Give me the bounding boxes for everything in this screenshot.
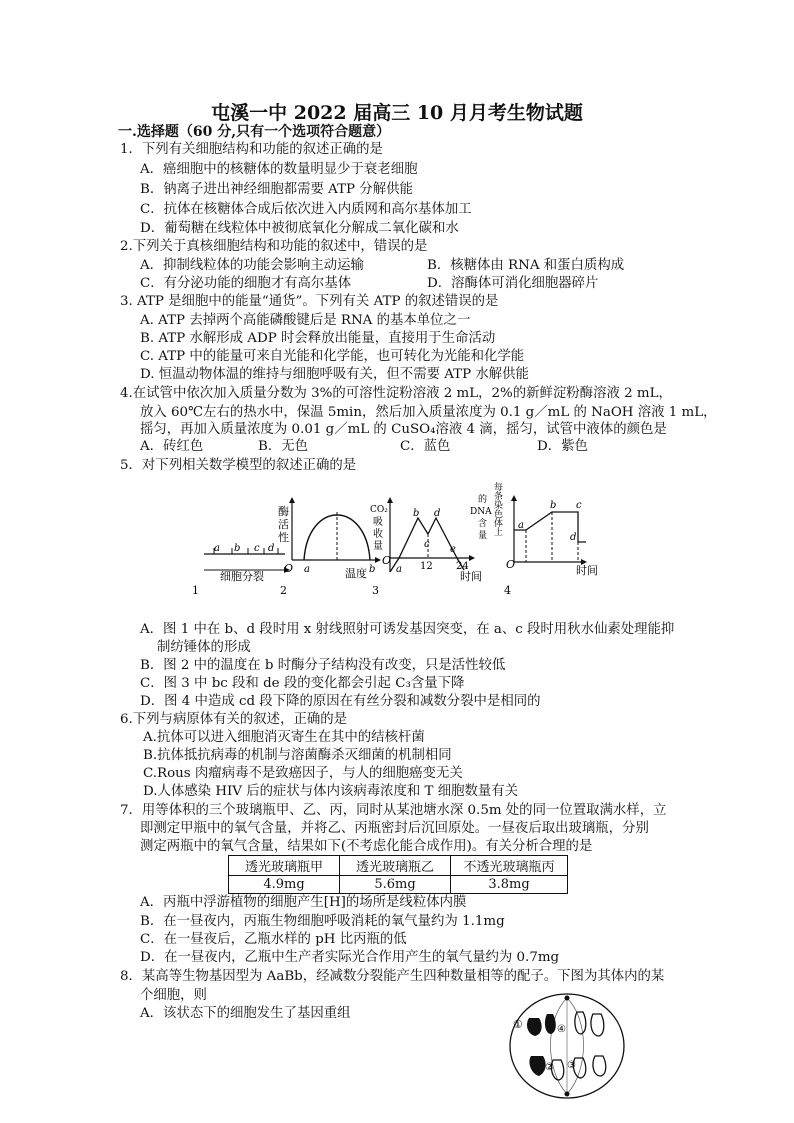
fig4-ylabel-10: 量 bbox=[478, 531, 488, 541]
fig4-c: c bbox=[576, 500, 582, 511]
fig2-a: a bbox=[304, 564, 310, 575]
table-row bbox=[229, 876, 568, 894]
fig1-seg-a: a bbox=[214, 543, 220, 554]
q2-option-a: A．抑制线粒体的功能会影响主动运输 bbox=[140, 258, 364, 273]
cell-division-diagram bbox=[505, 990, 635, 1102]
q7-option-b: B．在一昼夜内，丙瓶生物细胞呼吸消耗的氧气量约为 1.1mg bbox=[140, 914, 505, 929]
q7-option-a: A．丙瓶中浮游植物的细胞产生[H]的场所是线粒体内膜 bbox=[140, 895, 467, 910]
fig2-xlabel: 温度 bbox=[345, 567, 367, 580]
page-title: 屯溪一中 2022 届高三 10 月月考生物试题 bbox=[211, 102, 583, 124]
figure-4-dna-content bbox=[470, 481, 598, 597]
q2-option-d: D．溶酶体可消化细胞器碎片 bbox=[427, 276, 599, 291]
oxygen-results-table bbox=[228, 855, 568, 894]
q5-stem: 5．对下列相关数学模型的叙述正确的是 bbox=[120, 458, 357, 473]
fig2-origin: O bbox=[284, 562, 294, 575]
q2-option-c: C．有分泌功能的细胞才有高尔基体 bbox=[140, 276, 352, 291]
fig3-origin: O bbox=[382, 554, 392, 567]
fig4-xlabel: 时间 bbox=[576, 564, 598, 577]
fig3-ylabel-2: 吸 bbox=[373, 517, 383, 528]
q4-line1: 4.在试管中依次加入质量分数为 3%的可溶性淀粉溶液 2 mL，2%的新鲜淀粉酶溶液 2 mL， bbox=[120, 386, 672, 401]
table-cell: 4.9mg bbox=[229, 876, 340, 894]
cell-label-2: ② bbox=[545, 1062, 554, 1073]
q5-option-a-line2: 制纺锤体的形成 bbox=[157, 640, 251, 655]
fig2-ylabel-1: 酶 bbox=[278, 505, 289, 518]
fig3-tick-12: 12 bbox=[420, 561, 433, 572]
table-header-cell: 透光玻璃瓶甲 bbox=[229, 856, 340, 876]
cell-label-1: ① bbox=[513, 1018, 523, 1031]
q5-option-c: C．图 3 中 bc 段和 de 段的变化都会引起 C₃含量下降 bbox=[140, 676, 465, 691]
q5-option-d: D．图 4 中造成 cd 段下降的原因在有丝分裂和减数分裂中是相同的 bbox=[140, 694, 541, 709]
q3-option-a: A. ATP 去掉两个高能磷酸键后是 RNA 的基本单位之一 bbox=[140, 313, 471, 328]
q5-figures bbox=[180, 478, 610, 608]
q8-option-a: A．该状态下的细胞发生了基因重组 bbox=[140, 1006, 351, 1021]
fig2-ylabel-3: 性 bbox=[278, 531, 289, 544]
fig1-xlabel: 细胞分裂 bbox=[220, 570, 264, 583]
q7-line3: 测定两瓶中的氧气含量，结果如下(不考虑化能合成作用)。有关分析合理的是 bbox=[140, 839, 593, 854]
fig4-ylabel-8: DNA bbox=[470, 507, 492, 517]
q1-stem: 1．下列有关细胞结构和功能的叙述正确的是 bbox=[120, 142, 383, 157]
q2-stem: 2.下列关于真核细胞结构和功能的叙述中，错误的是 bbox=[120, 239, 428, 254]
fig3-d: d bbox=[434, 508, 441, 519]
q3-stem: 3. ATP 是细胞中的能量“通货”。下列有关 ATP 的叙述错误的是 bbox=[120, 294, 499, 309]
fig4-ylabel-3: 染 bbox=[494, 501, 504, 511]
fig3-number: 3 bbox=[372, 584, 379, 597]
fig4-d: d bbox=[570, 532, 577, 543]
fig4-ylabel-1: 每 bbox=[494, 483, 504, 493]
q6-option-d: D.人体感染 HIV 后的症状与体内该病毒浓度和 T 细胞数量有关 bbox=[143, 784, 519, 799]
q1-option-d: D．葡萄糖在线粒体中被彻底氧化分解成二氧化碳和水 bbox=[140, 221, 459, 236]
fig4-ylabel-2: 条 bbox=[494, 492, 504, 502]
fig1-seg-d: d bbox=[268, 543, 275, 554]
cell-label-3: ③ bbox=[567, 1060, 576, 1071]
fig3-c: c bbox=[424, 539, 430, 550]
section-heading: 一.选择题（60 分,只有一个选项符合题意） bbox=[118, 124, 391, 140]
fig1-seg-c: c bbox=[254, 543, 260, 554]
q5-option-b: B．图 2 中的温度在 b 时酶分子结构没有改变，只是活性较低 bbox=[140, 658, 506, 673]
q4-option-c: C．蓝色 bbox=[400, 439, 451, 454]
fig4-origin: O bbox=[506, 558, 516, 571]
figure-2-enzyme-activity bbox=[278, 497, 381, 597]
q8-line2: 个细胞，则 bbox=[140, 988, 207, 1003]
q7-option-c: C．在一昼夜后，乙瓶水样的 pH 比丙瓶的低 bbox=[140, 932, 407, 947]
q1-option-b: B．钠离子进出神经细胞都需要 ATP 分解供能 bbox=[140, 182, 413, 197]
fig4-ylabel-6: 上 bbox=[494, 528, 504, 538]
fig4-ylabel-4: 色 bbox=[494, 510, 504, 520]
q7-line1: 7．用等体积的三个玻璃瓶甲、乙、丙，同时从某池塘水深 0.5m 处的同一位置取满水样，立 bbox=[120, 803, 667, 818]
fig3-ylabel-4: 量 bbox=[373, 541, 383, 552]
fig1-number: 1 bbox=[192, 584, 199, 597]
fig3-tick-24: 24 bbox=[456, 561, 469, 572]
fig4-a: a bbox=[518, 520, 524, 531]
table-header-cell: 透光玻璃瓶乙 bbox=[340, 856, 451, 876]
fig3-ylabel-3: 收 bbox=[373, 529, 383, 540]
table-row bbox=[229, 856, 568, 876]
q4-option-b: B．无色 bbox=[258, 439, 309, 454]
q5-option-a-line1: A．图 1 中在 b、d 段时用 x 射线照射可诱发基因突变，在 a、c 段时用秋水仙素处理能抑 bbox=[140, 622, 675, 637]
q3-option-d: D. 恒温动物体温的维持与细胞呼吸有关，但不需要 ATP 水解供能 bbox=[140, 367, 529, 382]
q6-option-a: A.抗体可以进入细胞消灭寄生在其中的结核杆菌 bbox=[143, 730, 425, 745]
q7-option-d: D．在一昼夜内，乙瓶中生产者实际光合作用产生的氧气量约为 0.7mg bbox=[140, 950, 560, 965]
fig3-a: a bbox=[396, 564, 402, 575]
fig1-seg-b: b bbox=[234, 543, 241, 554]
fig2-number: 2 bbox=[280, 584, 287, 597]
q3-option-b: B. ATP 水解形成 ADP 时会释放出能量，直接用于生命活动 bbox=[140, 331, 496, 346]
q6-stem: 6.下列与病原体有关的叙述，正确的是 bbox=[120, 712, 348, 727]
q6-option-c: C.Rous 肉瘤病毒不是致癌因子，与人的细胞癌变无关 bbox=[143, 766, 463, 781]
fig4-ylabel-9: 含 bbox=[478, 519, 488, 529]
q2-option-b: B．核糖体由 RNA 和蛋白质构成 bbox=[427, 258, 625, 273]
fig4-number: 4 bbox=[504, 584, 511, 597]
q4-line3: 摇匀，再加入质量浓度为 0.01 g／mL 的 CuSO₄溶液 4 滴，摇匀，试管中液体的颜色是 bbox=[140, 422, 667, 437]
fig3-e: e bbox=[450, 544, 456, 555]
fig4-b: b bbox=[550, 500, 557, 511]
table-cell: 5.6mg bbox=[340, 876, 451, 894]
q4-option-a: A．砖红色 bbox=[140, 439, 204, 454]
fig3-ylabel-1: CO₂ bbox=[370, 505, 388, 515]
q3-option-c: C. ATP 中的能量可来自光能和化学能，也可转化为光能和化学能 bbox=[140, 349, 525, 364]
q8-line1: 8．某高等生物基因型为 AaBb，经减数分裂能产生四种数量相等的配子。下图为其体内的某 bbox=[120, 969, 665, 984]
fig3-xlabel: 时间 bbox=[460, 570, 482, 583]
figure-1-cell-cycle bbox=[192, 543, 290, 597]
q4-option-d: D．紫色 bbox=[537, 439, 588, 454]
q1-option-a: A．癌细胞中的核糖体的数量明显少于衰老细胞 bbox=[140, 162, 418, 177]
fig3-b: b bbox=[413, 508, 420, 519]
q6-option-b: B.抗体抵抗病毒的机制与溶菌酶杀灭细菌的机制相同 bbox=[143, 748, 452, 763]
fig4-ylabel-5: 体 bbox=[494, 519, 504, 529]
fig4-ylabel-7: 的 bbox=[478, 495, 488, 505]
fig2-ylabel-2: 活 bbox=[278, 518, 289, 531]
q4-line2: 放入 60℃左右的热水中，保温 5min，然后加入质量浓度为 0.1 g／mL 的 NaOH 溶液 1 mL， bbox=[140, 405, 717, 420]
figure-3-co2-uptake bbox=[370, 497, 482, 597]
fig2-b: b bbox=[369, 564, 376, 575]
q7-line2: 即测定甲瓶中的氧气含量，并将乙、丙瓶密封后沉回原处。一昼夜后取出玻璃瓶，分别 bbox=[140, 821, 649, 836]
table-header-cell: 不透光玻璃瓶丙 bbox=[451, 856, 568, 876]
cell-label-4: ④ bbox=[557, 1024, 566, 1035]
q1-option-c: C．抗体在核糖体合成后依次进入内质网和高尔基体加工 bbox=[140, 202, 472, 217]
table-cell: 3.8mg bbox=[451, 876, 568, 894]
